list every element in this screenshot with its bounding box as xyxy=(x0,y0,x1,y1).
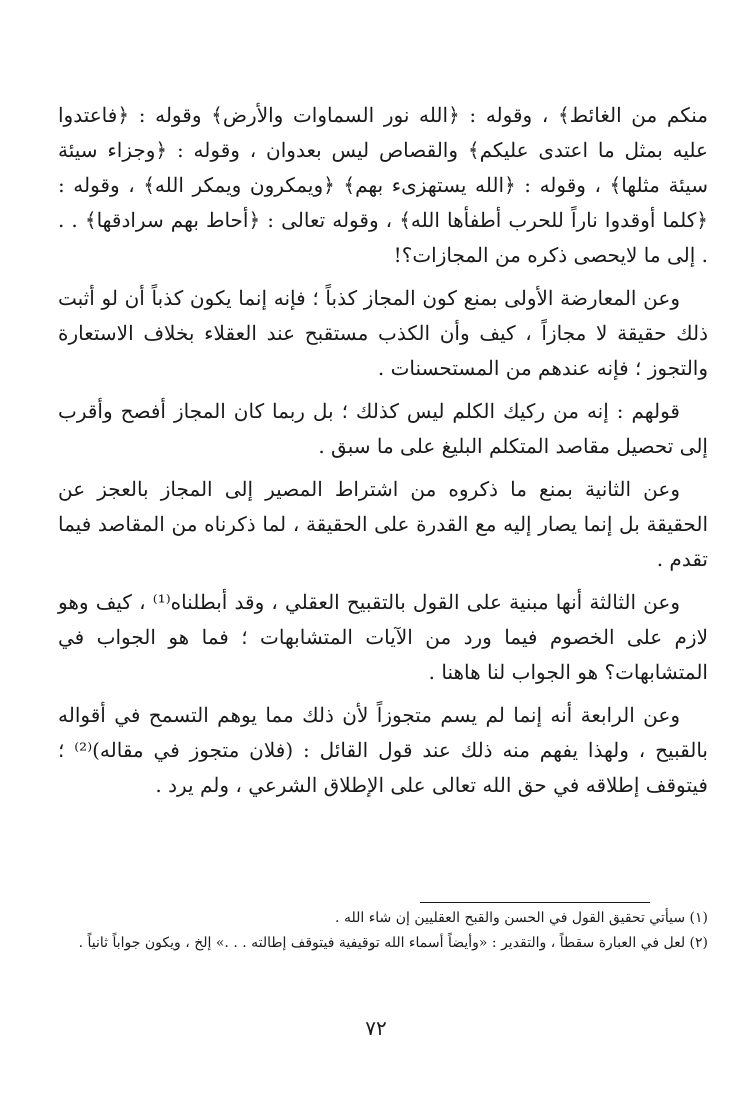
footnote: (٢) لعل في العبارة سقطاً ، والتقدير : «وأيضاً أسماء الله توقيفية فيتوقف إطالته . . .» إلخ ، ويكون جواباً ثانياً . xyxy=(78,935,708,951)
paragraph: وعن الثانية بمنع ما ذكروه من اشتراط المصير إلى المجاز بالعجز عن الحقيقة بل إنما يصار إليه مع القدرة على الحقيقة ، لما ذكرناه من المقاصد فيما تقدم . xyxy=(58,477,708,571)
paragraph: وعن الثالثة أنها مبنية على القول بالتقبيح العقلي ، وقد أبطلناه⁽¹⁾ ، كيف وهو لازم على الخصوم فيما ورد من الآيات المتشابهات ؛ فما هو الجواب في المتشابهات؟ هو الجواب لنا هاهنا . xyxy=(58,590,708,684)
footnotes xyxy=(58,906,708,956)
paragraph: وعن المعارضة الأولى بمنع كون المجاز كذباً ؛ فإنه إنما يكون كذباً أن لو أثبت ذلك حقيقة لا مجازاً ، كيف وأن الكذب مستقبح عند العقلاء بخلاف الاستعارة والتجوز ؛ فإنه عندهم من المستحسنات . xyxy=(58,286,708,380)
paragraph: منكم من الغائط﴾ ، وقوله : ﴿الله نور السماوات والأرض﴾ وقوله : ﴿فاعتدوا عليه بمثل ما اعتدى عليكم﴾ والقصاص ليس بعدوان ، وقوله : ﴿وجزاء سيئة سيئة مثلها﴾ ، وقوله : ﴿الله يستهزىء بهم﴾ ﴿ويمكرون ويمكر الله﴾ ، وقوله : ﴿كلما أوقدوا ناراً للحرب أطفأها الله﴾ ، وقوله تعالى : ﴿أحاط بهم سرادقها﴾ . . . إلى ما لايحصى ذكره من المجازات؟! xyxy=(58,103,708,267)
page-number: ٧٢ xyxy=(365,1016,387,1040)
paragraph: قولهم : إنه من ركيك الكلم ليس كذلك ؛ بل ربما كان المجاز أفصح وأقرب إلى تحصيل مقاصد المتكلم البليغ على ما سبق . xyxy=(58,399,708,458)
paragraph: وعن الرابعة أنه إنما لم يسم متجوزاً لأن ذلك مما يوهم التسمح في أقواله بالقبيح ، ولهذا يفهم منه ذلك عند قول القائل : (فلان متجوز في مقاله)⁽²⁾ ؛ فيتوقف إطلاقه في حق الله تعالى على الإطلاق الشرعي ، ولم يرد . xyxy=(58,703,708,797)
main-text xyxy=(58,98,708,811)
footnote: (١) سيأتي تحقيق القول في الحسن والقبح العقليين إن شاء الله . xyxy=(335,910,708,926)
footnote-divider xyxy=(420,902,650,903)
